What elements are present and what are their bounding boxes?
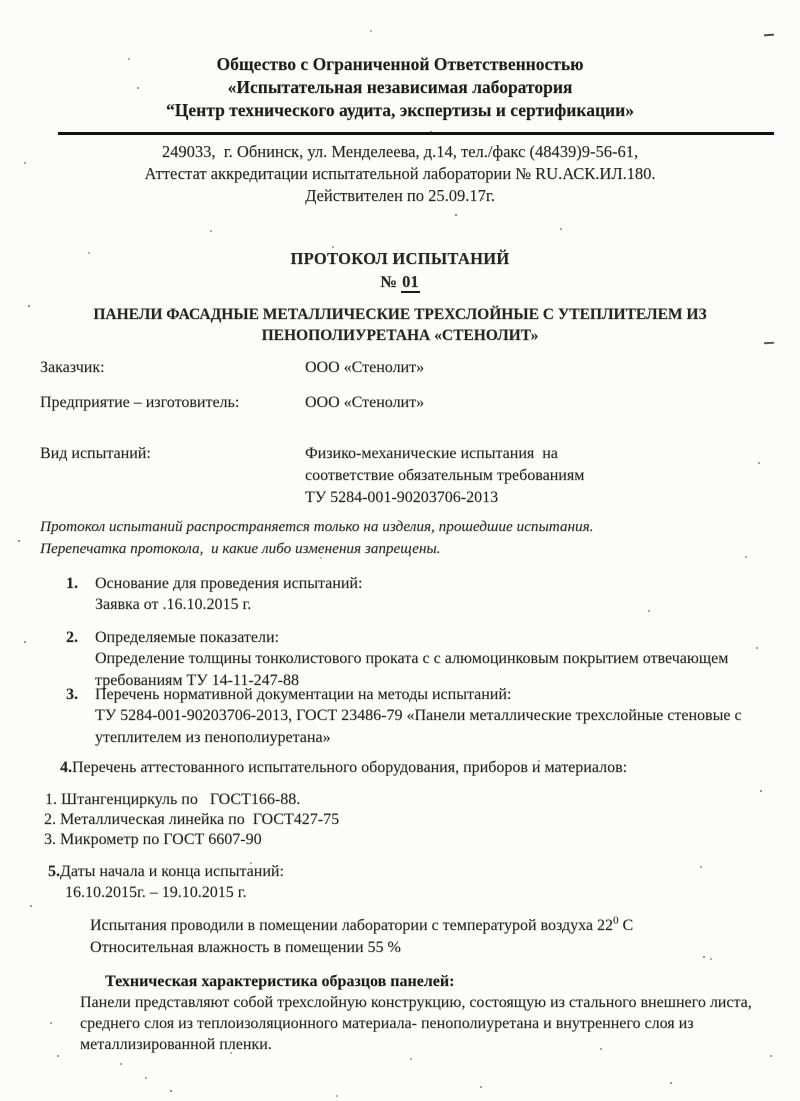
item-3-number: 3. bbox=[66, 686, 78, 703]
temperature-text: Испытания проводили в помещении лаборатории с температурой воздуха 22 bbox=[90, 917, 614, 934]
org-name-line-1: Общество с Ограниченной Ответственностью bbox=[216, 54, 584, 74]
disclaimer-line-1: Протокол испытаний распространяется только на изделия, прошедшие испытания. bbox=[40, 518, 594, 535]
protocol-number-prefix: № bbox=[380, 272, 402, 291]
manufacturer-label: Предприятие – изготовитель: bbox=[40, 394, 240, 411]
org-name-line-3: “Центр технического аудита, экспертизы и сертификации» bbox=[166, 100, 634, 120]
scan-noise bbox=[0, 0, 2, 2]
item-3-body bbox=[95, 705, 742, 748]
scan-artifact bbox=[764, 34, 774, 37]
temperature-superscript: 0 bbox=[613, 914, 619, 927]
section-5-number: 5. bbox=[48, 863, 60, 880]
item-3-title: Перечень нормативной документации на методы испытаний: bbox=[95, 686, 512, 703]
accreditation-line: Аттестат аккредитации испытательной лаборатории № RU.АСК.ИЛ.180. bbox=[144, 164, 656, 183]
customer-label: Заказчик: bbox=[40, 359, 105, 376]
humidity-condition: Относительная влажность в помещении 55 % bbox=[90, 939, 401, 956]
equipment-item-1: 1. Штангенциркуль по ГОСТ166-88. bbox=[45, 791, 301, 808]
section-4-title: Перечень аттестованного испытательного оборудования, приборов и материалов: bbox=[72, 759, 628, 776]
disclaimer bbox=[40, 516, 593, 559]
test-type-value-line-3: ТУ 5284-001-90203706-2013 bbox=[305, 489, 499, 506]
subject-title-line-1: ПАНЕЛИ ФАСАДНЫЕ МЕТАЛЛИЧЕСКИЕ ТРЕХСЛОЙНЫЕ С УТЕПЛИТЕЛЕМ ИЗ bbox=[93, 306, 707, 323]
item-1-body: Заявка от .16.10.2015 г. bbox=[95, 596, 252, 613]
item-2-body-line-1: Определение толщины тонколистового проката с с алюмоцинковым покрытием отвечающем bbox=[95, 650, 729, 667]
item-2-title: Определяемые показатели: bbox=[95, 629, 279, 646]
test-type-value-line-1: Физико-механические испытания на bbox=[305, 445, 558, 462]
subject-title bbox=[0, 304, 800, 346]
subject-title-line-2: ПЕНОПОЛИУРЕТАНА «СТЕНОЛИТ» bbox=[261, 327, 539, 344]
customer-value: ООО «Стенолит» bbox=[305, 359, 425, 376]
manufacturer-value: ООО «Стенолит» bbox=[305, 394, 425, 411]
disclaimer-line-2: Перепечатка протокола, и какие либо изменения запрещены. bbox=[40, 539, 441, 557]
section-5-heading bbox=[48, 861, 284, 882]
tech-body-line-3: металлизированной пленки. bbox=[80, 1036, 272, 1053]
item-2-body-line-2: требованиям ТУ 14-11-247-88 bbox=[95, 671, 299, 689]
protocol-title: ПРОТОКОЛ ИСПЫТАНИЙ bbox=[290, 249, 510, 268]
contact-block bbox=[0, 141, 800, 207]
tech-characteristics-body bbox=[80, 992, 752, 1055]
section-5-title: Даты начала и конца испытаний: bbox=[60, 863, 284, 880]
header-divider-line bbox=[58, 132, 774, 135]
protocol-number-value: 01 bbox=[402, 272, 419, 291]
temperature-unit: С bbox=[618, 917, 634, 934]
tech-body-line-1: Панели представляют собой трехслойную конструкцию, состоящую из стального внешнего листа, bbox=[80, 994, 752, 1011]
tech-characteristics-heading: Техническая характеристика образцов панелей: bbox=[105, 973, 455, 990]
protocol-number bbox=[0, 271, 800, 292]
item-1-number: 1. bbox=[66, 575, 78, 592]
section-4-heading bbox=[60, 757, 627, 778]
test-type-value-line-2: соответствие обязательным требованиям bbox=[305, 467, 585, 484]
test-type-label: Вид испытаний: bbox=[40, 445, 151, 462]
test-dates: 16.10.2015г. – 19.10.2015 г. bbox=[65, 884, 247, 901]
item-3-body-line-1: ТУ 5284-001-90203706-2013, ГОСТ 23486-79 «Панели металлические трехслойные стеновые с bbox=[95, 707, 742, 724]
test-type-value bbox=[305, 443, 584, 509]
org-header bbox=[0, 53, 800, 122]
validity-line: Действителен по 25.09.17г. bbox=[305, 186, 495, 205]
temperature-condition bbox=[90, 915, 633, 936]
address-line: 249033, г. Обнинск, ул. Менделеева, д.14, тел./факс (48439)9-56-61, bbox=[161, 142, 639, 161]
equipment-item-2: 2. Металлическая линейка по ГОСТ427-75 bbox=[44, 811, 340, 828]
item-1-title: Основание для проведения испытаний: bbox=[95, 575, 363, 592]
item-3-body-line-2: утеплителем из пенополиуретана» bbox=[95, 728, 331, 746]
item-2-number: 2. bbox=[66, 629, 78, 646]
tech-body-line-2: среднего слоя из теплоизоляционного материала- пенополиуретана и внутреннего слоя из bbox=[80, 1015, 694, 1032]
section-4-number: 4. bbox=[60, 759, 72, 776]
equipment-item-3: 3. Микрометр по ГОСТ 6607-90 bbox=[44, 831, 262, 848]
org-name-line-2: «Испытательная независимая лаборатория bbox=[227, 77, 573, 97]
